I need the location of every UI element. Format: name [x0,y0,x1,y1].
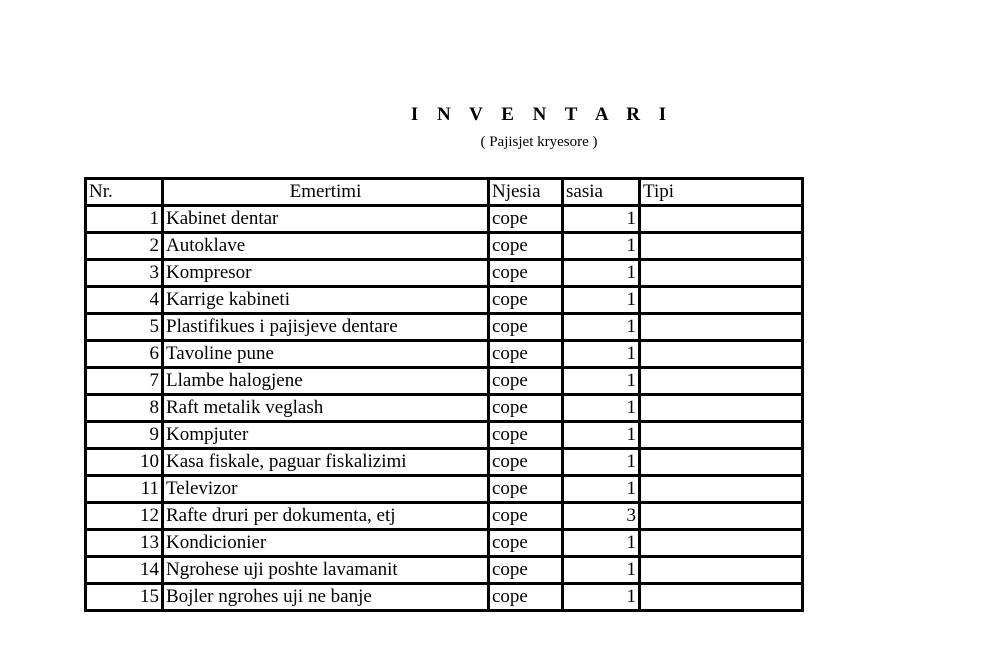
cell-nr: 14 [86,557,163,584]
cell-emertimi: Kabinet dentar [163,206,489,233]
cell-njesia: cope [489,557,563,584]
cell-tipi [640,557,803,584]
cell-sasia: 1 [563,557,640,584]
cell-emertimi: Plastifikues i pajisjeve dentare [163,314,489,341]
table-row [86,260,803,287]
cell-nr: 7 [86,368,163,395]
cell-emertimi: Kasa fiskale, paguar fiskalizimi [163,449,489,476]
table-row [86,584,803,611]
cell-nr: 9 [86,422,163,449]
cell-nr: 1 [86,206,163,233]
table-row [86,368,803,395]
header-sasia: sasia [563,179,640,206]
cell-nr: 15 [86,584,163,611]
header-tipi: Tipi [640,179,803,206]
cell-sasia: 1 [563,314,640,341]
cell-nr: 10 [86,449,163,476]
cell-emertimi: Autoklave [163,233,489,260]
cell-tipi [640,233,803,260]
cell-tipi [640,368,803,395]
cell-sasia: 1 [563,233,640,260]
cell-emertimi: Tavoline pune [163,341,489,368]
table-row [86,449,803,476]
cell-njesia: cope [489,476,563,503]
cell-sasia: 1 [563,476,640,503]
document-subtitle: ( Pajisjet kryesore ) [480,134,598,150]
cell-njesia: cope [489,368,563,395]
cell-nr: 8 [86,395,163,422]
cell-tipi [640,260,803,287]
cell-sasia: 1 [563,260,640,287]
cell-emertimi: Kompjuter [163,422,489,449]
cell-sasia: 1 [563,206,640,233]
cell-njesia: cope [489,422,563,449]
header-njesia: Njesia [489,179,563,206]
cell-njesia: cope [489,530,563,557]
cell-nr: 4 [86,287,163,314]
cell-nr: 2 [86,233,163,260]
cell-njesia: cope [489,341,563,368]
cell-sasia: 3 [563,503,640,530]
cell-nr: 5 [86,314,163,341]
table-row [86,206,803,233]
cell-sasia: 1 [563,584,640,611]
table-row [86,422,803,449]
table-row [86,503,803,530]
table-row [86,530,803,557]
table-row [86,314,803,341]
cell-tipi [640,584,803,611]
cell-sasia: 1 [563,530,640,557]
cell-emertimi: Karrige kabineti [163,287,489,314]
table-row [86,476,803,503]
cell-nr: 3 [86,260,163,287]
cell-nr: 13 [86,530,163,557]
cell-tipi [640,449,803,476]
table-row [86,233,803,260]
cell-emertimi: Llambe halogjene [163,368,489,395]
cell-tipi [640,395,803,422]
cell-nr: 6 [86,341,163,368]
cell-njesia: cope [489,314,563,341]
cell-nr: 12 [86,503,163,530]
cell-emertimi: Kompresor [163,260,489,287]
cell-emertimi: Televizor [163,476,489,503]
cell-tipi [640,287,803,314]
cell-emertimi: Kondicionier [163,530,489,557]
table-row [86,287,803,314]
inventory-table [84,177,804,612]
cell-njesia: cope [489,260,563,287]
cell-tipi [640,314,803,341]
cell-sasia: 1 [563,341,640,368]
table-row [86,557,803,584]
cell-emertimi: Ngrohese uji poshte lavamanit [163,557,489,584]
cell-tipi [640,206,803,233]
cell-tipi [640,341,803,368]
cell-njesia: cope [489,206,563,233]
table-header-row [86,179,803,206]
header-emertimi: Emertimi [163,179,489,206]
cell-sasia: 1 [563,287,640,314]
cell-tipi [640,530,803,557]
cell-sasia: 1 [563,449,640,476]
cell-emertimi: Bojler ngrohes uji ne banje [163,584,489,611]
cell-njesia: cope [489,584,563,611]
table-row [86,395,803,422]
cell-njesia: cope [489,395,563,422]
document-title: I N V E N T A R I [410,104,674,125]
cell-sasia: 1 [563,368,640,395]
cell-njesia: cope [489,449,563,476]
cell-njesia: cope [489,287,563,314]
cell-njesia: cope [489,503,563,530]
cell-nr: 11 [86,476,163,503]
cell-emertimi: Raft metalik veglash [163,395,489,422]
cell-tipi [640,503,803,530]
cell-sasia: 1 [563,422,640,449]
cell-sasia: 1 [563,395,640,422]
cell-emertimi: Rafte druri per dokumenta, etj [163,503,489,530]
table-row [86,341,803,368]
cell-tipi [640,476,803,503]
cell-njesia: cope [489,233,563,260]
header-nr: Nr. [86,179,163,206]
cell-tipi [640,422,803,449]
